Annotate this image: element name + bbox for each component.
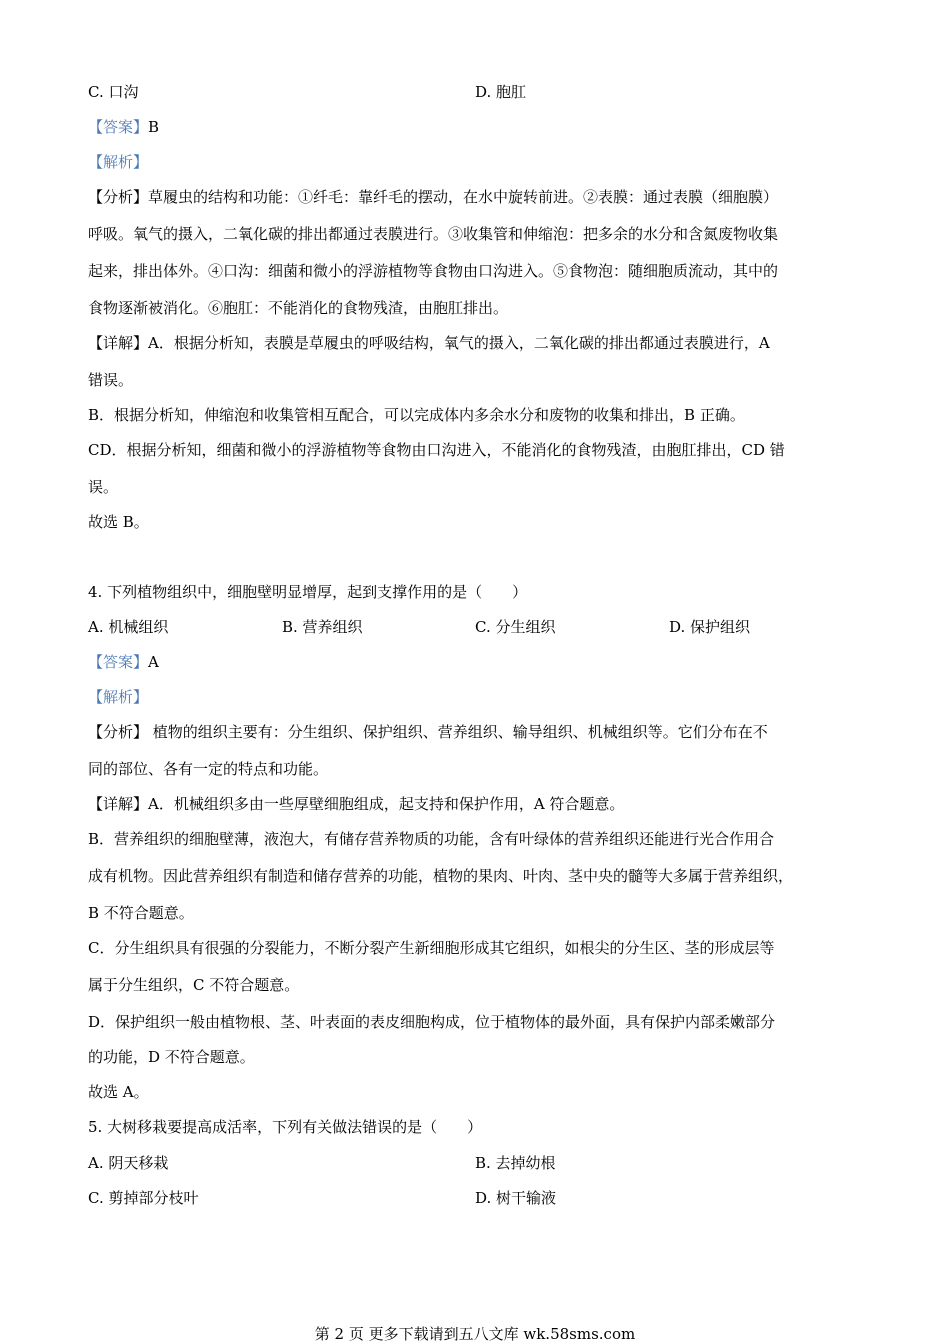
detail-line: 成有机物。因此营养组织有制造和储存营养的功能，植物的果肉、叶肉、茎中央的髓等大多属于营养组织， <box>88 867 794 885</box>
detail-line: 错误。 <box>88 371 134 389</box>
q5-option-d: D. 树干输液 <box>475 1189 557 1207</box>
answer-value: A <box>148 653 159 671</box>
q4-option-d: D. 保护组织 <box>669 618 751 636</box>
option-d: D. 胞肛 <box>475 83 527 101</box>
detail-line: 误。 <box>88 478 119 496</box>
q4-option-c: C. 分生组织 <box>475 618 556 636</box>
q5-option-b: B. 去掉幼根 <box>475 1154 556 1172</box>
jiexi-tag: 【解析】 <box>88 153 149 171</box>
q5-option-a: A. 阴天移栽 <box>88 1154 169 1172</box>
answer-line <box>88 652 159 672</box>
analysis-line: 起来，排出体外。④口沟：细菌和微小的浮游植物等食物由口沟进入。⑤食物泡：随细胞质流动，其中的 <box>88 262 779 280</box>
detail-line: 【详解】A．机械组织多由一些厚壁细胞组成，起支持和保护作用，A 符合题意。 <box>88 795 625 813</box>
analysis-line: 【分析】草履虫的结构和功能：①纤毛：靠纤毛的摆动，在水中旋转前进。②表膜：通过表膜（细胞膜） <box>88 188 779 206</box>
answer-tag: 【答案】 <box>88 118 149 136</box>
detail-line: B 不符合题意。 <box>88 904 194 922</box>
answer-tag: 【答案】 <box>88 653 149 671</box>
detail-line: 故选 B。 <box>88 513 149 531</box>
option-c: C. 口沟 <box>88 83 139 101</box>
detail-line: C．分生组织具有很强的分裂能力，不断分裂产生新细胞形成其它组织，如根尖的分生区、茎的形成层等 <box>88 939 775 957</box>
detail-line: B．根据分析知，伸缩泡和收集管相互配合，可以完成体内多余水分和废物的收集和排出，B 正确。 <box>88 406 745 424</box>
detail-line: B．营养组织的细胞壁薄，液泡大，有储存营养物质的功能，含有叶绿体的营养组织还能进行光合作用合 <box>88 830 775 848</box>
question-4-stem: 4. 下列植物组织中，细胞壁明显增厚，起到支撑作用的是（ ） <box>88 583 528 601</box>
detail-line: 故选 A。 <box>88 1083 149 1101</box>
detail-line: D．保护组织一般由植物根、茎、叶表面的表皮细胞构成，位于植物体的最外面，具有保护内部柔嫩部分 <box>88 1013 776 1031</box>
jiexi-tag: 【解析】 <box>88 688 149 706</box>
analysis-line: 食物逐渐被消化。⑥胞肛：不能消化的食物残渣，由胞肛排出。 <box>88 299 509 317</box>
q4-option-a: A. 机械组织 <box>88 618 169 636</box>
detail-line: 属于分生组织，C 不符合题意。 <box>88 976 300 994</box>
detail-line: CD．根据分析知，细菌和微小的浮游植物等食物由口沟进入，不能消化的食物残渣，由胞肛排出，CD 错 <box>88 441 785 459</box>
analysis-line: 呼吸。氧气的摄入，二氧化碳的排出都通过表膜进行。③收集管和伸缩泡：把多余的水分和含氮废物收集 <box>88 225 779 243</box>
analysis-line: 同的部位、各有一定的特点和功能。 <box>88 760 329 778</box>
q4-option-b: B. 营养组织 <box>282 618 363 636</box>
answer-value: B <box>148 118 160 136</box>
question-5-stem: 5. 大树移栽要提高成活率，下列有关做法错误的是（ ） <box>88 1118 483 1136</box>
detail-line: 【详解】A．根据分析知，表膜是草履虫的呼吸结构，氧气的摄入，二氧化碳的排出都通过表膜进行，A <box>88 334 770 352</box>
page-footer: 第 2 页 更多下载请到五八文库 wk.58sms.com <box>314 1325 636 1343</box>
answer-line <box>88 117 159 137</box>
q5-option-c: C. 剪掉部分枝叶 <box>88 1189 199 1207</box>
detail-line: 的功能，D 不符合题意。 <box>88 1048 255 1066</box>
analysis-line: 【分析】 植物的组织主要有：分生组织、保护组织、营养组织、输导组织、机械组织等。它们分布在不 <box>88 723 768 741</box>
